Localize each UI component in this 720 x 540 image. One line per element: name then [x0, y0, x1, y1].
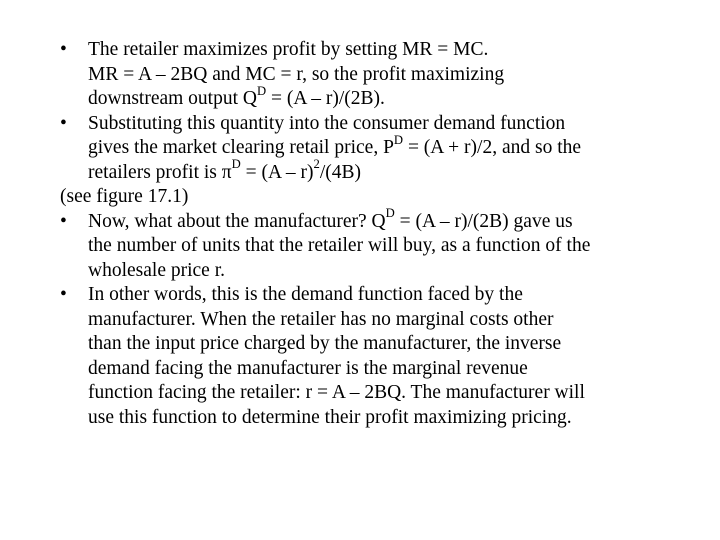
bullet-icon: •	[60, 112, 67, 134]
bullet-item	[60, 283, 680, 430]
text-line: downstream output $Q^D = (A - r)/(2B)$.	[88, 83, 385, 109]
text-line: function facing the retailer: r = A – 2BQ. The manufacturer will	[88, 382, 585, 403]
text-line: demand facing the manufacturer is the marginal revenue	[88, 357, 528, 379]
text-line: wholesale price r.	[88, 259, 225, 281]
bullet-item	[60, 112, 680, 186]
text-line: use this function to determine their profit maximizing pricing.	[88, 406, 572, 428]
text-line: manufacturer. When the retailer has no marginal costs other	[88, 308, 554, 330]
text-line: Substituting this quantity into the consumer demand function	[88, 112, 566, 134]
text-line: retailers profit is $\pi^D = (A - r)^2/(4B)$	[88, 157, 361, 183]
superscript: D	[393, 132, 404, 147]
bullet-icon: •	[60, 284, 67, 305]
bullet-icon: •	[60, 210, 67, 232]
text-line: In other words, this is the demand function faced by the	[88, 284, 523, 305]
plain-text	[60, 185, 680, 210]
superscript: D	[231, 157, 241, 172]
superscript: D	[385, 206, 395, 221]
bullet-item	[60, 206, 680, 284]
superscript: 2	[313, 157, 320, 172]
slide-content	[60, 38, 680, 430]
text-line: than the input price charged by the manufacturer, the inverse	[88, 333, 562, 354]
bullet-text	[88, 38, 680, 112]
text-line: Now, what about the manufacturer? $Q^D = (A - r)/(2B)$ gave us	[88, 206, 573, 232]
bullet-item	[60, 38, 680, 112]
superscript: D	[256, 83, 267, 98]
text-line: the number of units that the retailer will buy, as a function of the	[88, 235, 591, 256]
bullet-text	[88, 112, 680, 186]
text-line: The retailer maximizes profit by setting MR = MC.	[88, 39, 489, 60]
bullet-icon: •	[60, 39, 67, 60]
bullet-text	[88, 283, 680, 430]
text-line: MR = A – 2BQ and MC = r, so the profit maximizing	[88, 63, 505, 85]
text-line: gives the market clearing retail price, $P^D = (A + r)/2$, and so the	[88, 132, 582, 158]
text-line: (see figure 17.1)	[60, 186, 189, 207]
bullet-text	[88, 206, 680, 284]
